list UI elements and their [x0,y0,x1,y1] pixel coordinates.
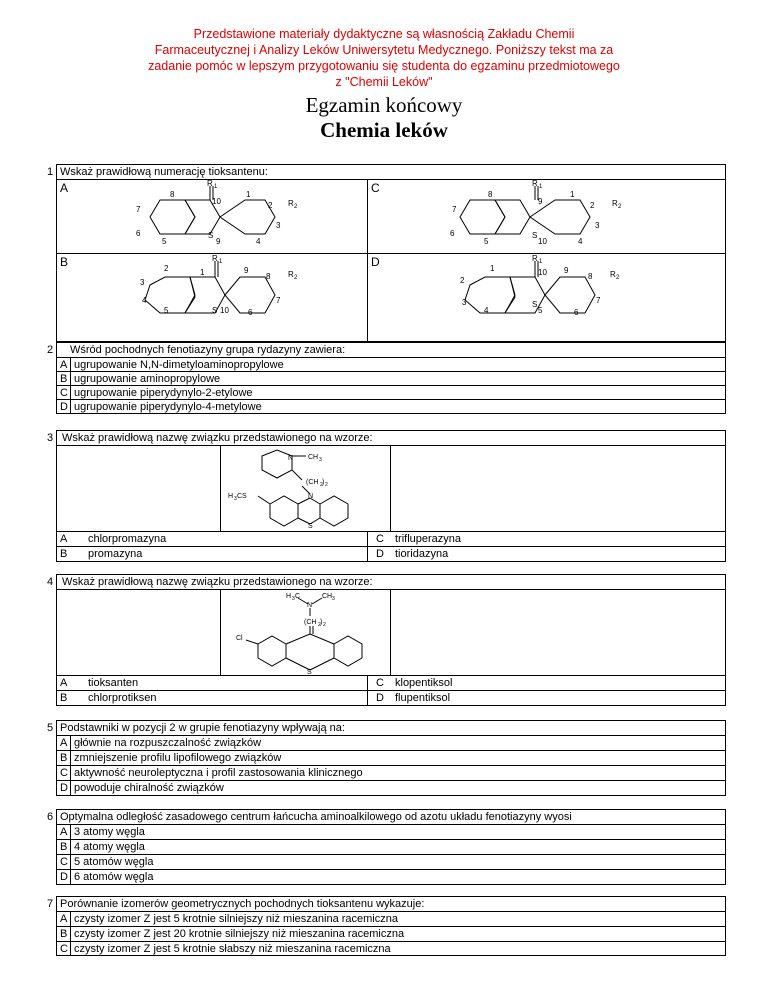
svg-text:8: 8 [488,190,493,199]
svg-text:2: 2 [294,275,298,281]
divider [367,675,368,706]
notice-line: Farmaceutycznej i Analizy Leków Uniwersytetu Medycznego. Poniższy tekst ma za [154,43,614,57]
svg-text:5: 5 [538,306,543,315]
option-letter: B [60,752,68,764]
svg-text:1: 1 [539,259,543,265]
svg-text:9: 9 [538,197,543,206]
svg-text:N: N [307,602,313,609]
notice-line: Przedstawione materiały dydaktyczne są własnością Zakładu Chemii [193,27,575,41]
option-text: głównie na rozpuszczalność związków [74,737,262,749]
svg-text:2: 2 [618,204,622,210]
divider [56,926,726,927]
divider [56,546,726,547]
option-letter: D [376,692,384,704]
option-letter: B [60,255,69,269]
option-letter: C [60,856,68,868]
svg-text:2: 2 [268,201,273,210]
svg-text:5: 5 [164,306,169,315]
svg-text:R: R [288,199,294,208]
question-text: Wskaż prawidłową nazwę związku przedstawionego na wzorze: [62,432,373,444]
svg-text:H: H [228,493,234,500]
svg-text:3: 3 [462,298,467,307]
option-letter: A [60,737,68,749]
option-text: promazyna [88,548,143,560]
svg-text:2: 2 [325,482,328,488]
svg-text:6: 6 [248,308,253,317]
question-number: 6 [47,811,54,823]
option-letter: A [60,677,68,689]
divider [56,824,726,825]
svg-text:H: H [286,593,292,600]
svg-text:): ) [322,479,325,486]
svg-text:4: 4 [142,296,147,305]
svg-text:9: 9 [564,266,569,275]
svg-text:10: 10 [538,237,547,246]
question-text: Wskaż prawidłową numerację tioksantenu: [60,166,268,178]
question-text: Wskaż prawidłową nazwę związku przedstawionego na wzorze: [62,576,373,588]
divider [70,735,71,796]
svg-text:3: 3 [276,221,281,230]
svg-text:5: 5 [484,237,489,246]
svg-text:1: 1 [219,259,223,265]
option-text: aktywność neuroleptyczna i profil zastosowania klinicznego [74,767,363,779]
option-letter: C [376,533,384,545]
divider [56,589,726,590]
svg-text:2: 2 [164,264,169,273]
option-text: tioridazyna [395,548,449,560]
divider [56,735,726,736]
question-number: 1 [47,166,54,178]
question-4-box [56,574,726,706]
svg-text:CS: CS [237,493,247,500]
divider [56,253,726,254]
option-text: flupentiksol [395,692,451,704]
svg-text:S: S [307,669,312,674]
divider [56,839,726,840]
option-letter: B [60,373,68,385]
svg-text:10: 10 [220,306,229,315]
option-letter: C [376,677,384,689]
exam-subject: Chemia leków [320,118,448,142]
svg-text:1: 1 [246,190,251,199]
svg-text:Cl: Cl [236,635,243,642]
svg-text:N: N [308,493,314,500]
svg-text:2: 2 [323,622,326,628]
svg-text:2: 2 [590,201,595,210]
thioxanthene-structure-a [130,180,310,252]
svg-text:3: 3 [234,496,237,502]
svg-text:8: 8 [266,272,271,281]
svg-text:R: R [212,255,218,263]
notice-line: zadanie pomóc w lepszym przygotowaniu się studenta do egzaminu przedmiotowego [148,59,620,73]
question-number: 7 [47,898,54,910]
option-text: 6 atomów węgla [74,871,154,883]
svg-text:4: 4 [578,237,583,246]
option-text: trifluperazyna [395,533,462,545]
question-text: Wśród pochodnych fenotiazyny grupa rydazyny zawiera: [70,344,346,356]
option-text: czysty izomer Z jest 5 krotnie słabszy niż mieszanina racemiczna [74,943,391,955]
svg-text:10: 10 [538,268,547,277]
svg-text:2: 2 [460,276,465,285]
divider [56,531,726,532]
option-text: klopentiksol [395,677,453,689]
svg-text:N: N [288,455,294,462]
divider [56,911,726,912]
option-text: chlorprotiksen [88,692,157,704]
svg-text:S: S [308,523,313,530]
svg-text:2: 2 [294,204,298,210]
option-text: tioksanten [88,677,139,689]
svg-text:R: R [288,270,294,279]
svg-text:CH: CH [308,454,319,461]
option-letter: A [60,826,68,838]
divider [367,179,368,342]
svg-text:1: 1 [490,264,495,273]
divider [56,399,726,400]
svg-text:R: R [532,255,538,263]
svg-text:S: S [212,306,218,315]
exam-title: Egzamin końcowy [305,93,463,117]
svg-text:2: 2 [616,275,620,281]
svg-text:3: 3 [292,596,295,602]
svg-text:9: 9 [244,266,249,275]
svg-text:9: 9 [216,237,221,246]
option-text: 4 atomy węgla [74,841,145,853]
option-text: 3 atomy węgla [74,826,145,838]
option-letter: A [60,913,68,925]
option-text: 5 atomów węgla [74,856,154,868]
divider [367,531,368,562]
svg-text:8: 8 [588,272,593,281]
svg-text:CH: CH [322,593,333,600]
option-text: powoduje chiralność związków [74,782,224,794]
svg-text:6: 6 [574,308,579,317]
option-letter: D [60,782,68,794]
option-letter: D [376,548,384,560]
question-number: 2 [47,344,54,356]
svg-text:5: 5 [162,237,167,246]
option-letter: B [60,692,68,704]
option-text: ugrupowanie piperydynylo-4-metylowe [74,401,262,413]
thioxanthene-structure-b [130,255,330,341]
question-number: 5 [47,722,54,734]
divider [70,357,71,414]
divider [56,941,726,942]
divider [56,357,726,358]
divider [56,690,726,691]
option-letter: D [60,401,68,413]
thioxanthene-structure-c [440,180,640,252]
option-letter: A [60,359,68,371]
svg-text:(CH: (CH [306,479,319,486]
option-text: czysty izomer Z jest 20 krotnie silniejszy niż mieszanina racemiczna [74,928,405,940]
divider [70,911,71,956]
ownership-notice [0,26,768,90]
svg-text:(CH: (CH [304,619,317,626]
option-letter: C [371,181,380,195]
svg-text:7: 7 [596,296,601,305]
option-text: ugrupowanie piperydynylo-2-etylowe [74,387,253,399]
svg-text:1: 1 [539,184,543,190]
option-letter: D [371,255,380,269]
thioxanthene-structure-d [450,255,650,341]
svg-text:6: 6 [136,229,141,238]
option-letter: C [60,387,68,399]
divider [390,589,391,675]
svg-text:7: 7 [452,205,457,214]
option-letter: B [60,928,68,940]
question-number: 4 [47,576,54,588]
svg-text:3: 3 [332,596,335,602]
option-text: ugrupowanie N,N-dimetyloaminopropylowe [74,359,284,371]
divider [56,385,726,386]
divider [56,445,726,446]
svg-text:7: 7 [136,205,141,214]
divider [56,371,726,372]
notice-line: z "Chemii Leków" [335,75,433,89]
svg-text:6: 6 [450,229,455,238]
question-number: 3 [47,432,54,444]
svg-text:2: 2 [318,622,321,628]
svg-text:1: 1 [570,190,575,199]
svg-text:2: 2 [320,482,323,488]
option-letter: D [60,871,68,883]
svg-text:8: 8 [170,190,175,199]
svg-text:C: C [295,593,301,600]
svg-text:R: R [207,180,213,188]
svg-text:R: R [612,199,618,208]
option-letter: B [60,548,68,560]
svg-text:1: 1 [214,184,218,190]
option-letter: C [60,767,68,779]
svg-text:1: 1 [200,268,205,277]
svg-text:): ) [320,619,323,626]
svg-text:3: 3 [319,457,322,463]
option-letter: B [60,841,68,853]
divider [56,780,726,781]
svg-text:10: 10 [212,197,221,206]
question-text: Porównanie izomerów geometrycznych pochodnych tioksantenu wykazuje: [60,898,425,910]
divider [220,445,221,531]
option-text: czysty izomer Z jest 5 krotnie silniejszy niż mieszanina racemiczna [74,913,398,925]
svg-text:S: S [532,300,538,309]
option-text: zmniejszenie profilu lipofilowego związków [74,752,282,764]
svg-text:4: 4 [256,237,261,246]
divider [70,824,71,885]
chlorprothixene-structure [222,590,388,674]
divider [56,675,726,676]
option-letter: C [60,943,68,955]
divider [56,869,726,870]
svg-text:3: 3 [595,221,600,230]
option-text: ugrupowanie aminopropylowe [74,373,221,385]
divider [56,750,726,751]
svg-text:7: 7 [276,296,281,305]
thioridazine-structure [222,446,388,530]
svg-text:4: 4 [484,306,489,315]
divider [56,765,726,766]
question-text: Optymalna odległość zasadowego centrum łańcucha aminoalkilowego od azotu układu fenotiazyny wyosi [60,811,572,823]
divider [220,589,221,675]
option-letter: A [60,181,69,195]
svg-text:3: 3 [140,278,145,287]
question-text: Podstawniki w pozycji 2 w grupie fenotiazyny wpływają na: [60,722,345,734]
svg-text:R: R [610,270,616,279]
svg-text:S: S [532,231,538,240]
option-text: chlorpromazyna [88,533,167,545]
svg-text:S: S [208,231,214,240]
option-letter: A [60,533,68,545]
divider [56,854,726,855]
divider [390,445,391,531]
svg-text:R: R [532,180,538,188]
